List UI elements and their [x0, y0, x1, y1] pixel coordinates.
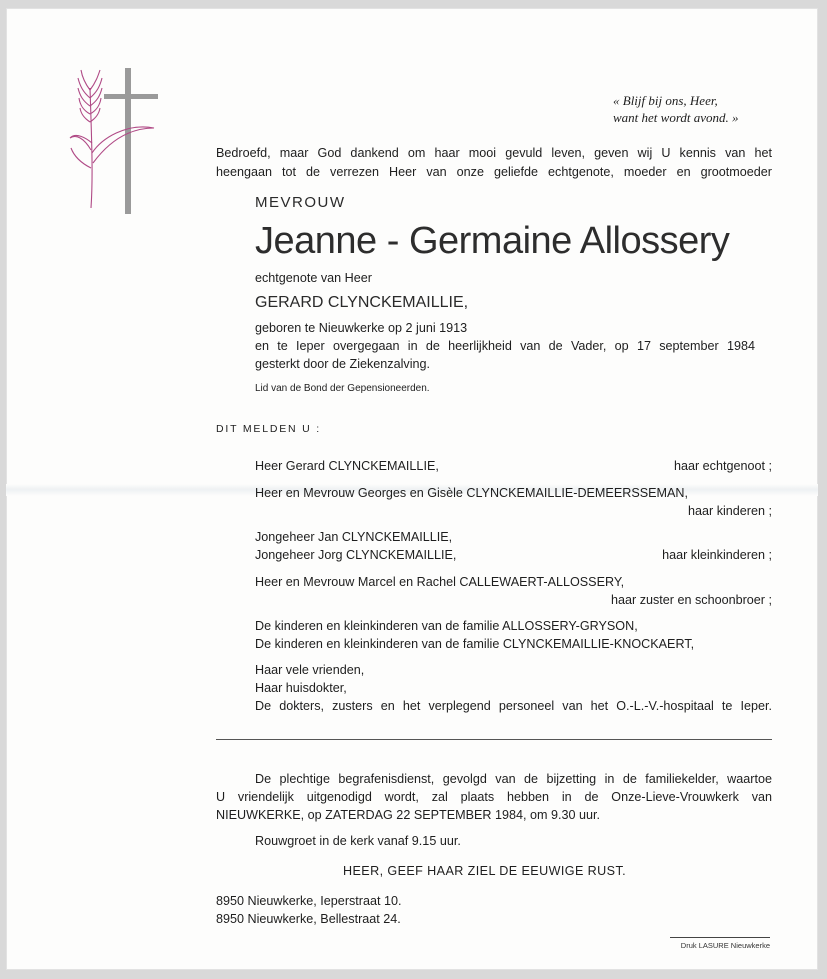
mourner-name: Jongeheer Jan CLYNCKEMAILLIE,: [255, 530, 453, 544]
mourner-name: Heer en Mevrouw Georges en Gisèle CLYNCKEMAILLIE-DEMEERSSEMAN,: [255, 486, 689, 500]
divider: [216, 739, 772, 740]
mourner-name: Haar huisdokter,: [255, 681, 347, 695]
wheat-cross-emblem-icon: [66, 68, 166, 218]
mourner-name: De dokters, zusters en het verplegend personeel van het O.-L.-V.-hospitaal te Ieper.: [255, 699, 772, 713]
printer-imprint: Druk LASURE Nieuwkerke: [670, 937, 770, 950]
mourner-name: Haar vele vrienden,: [255, 663, 365, 677]
death-line: en te Ieper overgegaan in de heerlijkheid van de Vader, op 17 september 1984: [255, 339, 755, 353]
mourner-relation: haar echtgenoot ;: [673, 459, 772, 473]
funeral-line: NIEUWKERKE, op ZATERDAG 22 SEPTEMBER 1984, om 9.30 uur.: [216, 808, 601, 822]
quote-line: « Blijf bij ons, Heer,: [613, 93, 718, 108]
birth-line: geboren te Nieuwkerke op 2 juni 1913: [255, 321, 468, 335]
mourner-relation: haar zuster en schoonbroer ;: [610, 593, 772, 607]
mourner-name: Heer en Mevrouw Marcel en Rachel CALLEWAERT-ALLOSSERY,: [255, 575, 625, 589]
mourner-name: De kinderen en kleinkinderen van de familie CLYNCKEMAILLIE-KNOCKAERT,: [255, 637, 695, 651]
deceased-name: Jeanne - Germaine Allossery: [255, 220, 730, 262]
funeral-line: De plechtige begrafenisdienst, gevolgd van de bijzetting in de familiekelder, waartoe: [255, 772, 772, 786]
mourner-relation: haar kleinkinderen ;: [662, 548, 772, 562]
memorial-card: [6, 8, 818, 970]
mourner-relation: haar kinderen ;: [687, 504, 772, 518]
sacrament-line: gesterkt door de Ziekenzalving.: [255, 357, 431, 371]
announce-heading: DIT MELDEN U :: [216, 423, 321, 435]
prayer-line: HEER, GEEF HAAR ZIEL DE EEUWIGE RUST.: [343, 864, 627, 878]
address-line: 8950 Nieuwkerke, Bellestraat 24.: [216, 912, 401, 926]
quote-line: want het wordt avond. »: [613, 110, 739, 125]
condolence-line: Rouwgroet in de kerk vanaf 9.15 uur.: [255, 834, 461, 848]
mourner-name: Heer Gerard CLYNCKEMAILLIE,: [255, 459, 439, 473]
spouse-intro: echtgenote van Heer: [255, 271, 372, 285]
intro-line: heengaan tot de verrezen Heer van onze geliefde echtgenote, moeder en grootmoeder: [216, 165, 772, 179]
honorific: MEVROUW: [255, 194, 346, 211]
spouse-name: GERARD CLYNCKEMAILLIE,: [255, 294, 469, 311]
mourner-name: De kinderen en kleinkinderen van de familie ALLOSSERY-GRYSON,: [255, 619, 638, 633]
address-line: 8950 Nieuwkerke, Ieperstraat 10.: [216, 894, 402, 908]
intro-line: Bedroefd, maar God dankend om haar mooi gevuld leven, geven wij U kennis van het: [216, 146, 772, 160]
membership-line: Lid van de Bond der Gepensioneerden.: [255, 383, 430, 394]
scripture-quote: [613, 92, 739, 126]
funeral-line: U vriendelijk uitgenodigd wordt, zal plaats hebben in de Onze-Lieve-Vrouwkerk van: [216, 790, 772, 804]
mourner-name: Jongeheer Jorg CLYNCKEMAILLIE,: [255, 548, 457, 562]
